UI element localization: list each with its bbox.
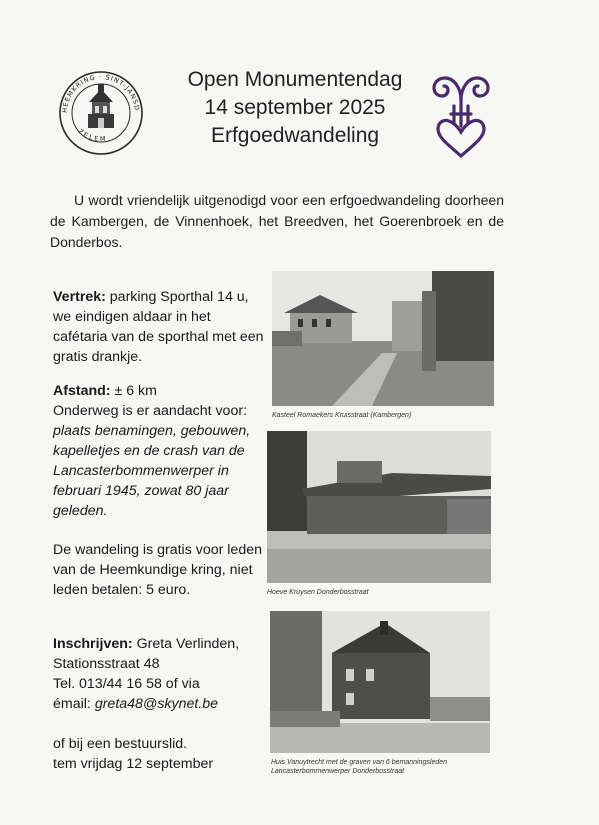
heritage-spiral-heart-icon <box>430 66 492 162</box>
departure-label: Vertrek: <box>53 289 106 305</box>
distance-value: ± 6 km <box>114 383 157 399</box>
distance-section <box>53 381 268 521</box>
alt-line-2: tem vrijdag 12 september <box>53 756 214 772</box>
photo-house <box>270 611 490 753</box>
photo-farmhouse-caption: Hoeve Kruysen Donderbosstraat <box>267 589 369 596</box>
photo-house-caption-line-2: Lancasterbommenwerper Donderbosstraat <box>271 768 405 775</box>
heemkring-seal-logo <box>58 70 144 156</box>
intro-paragraph: U wordt vriendelijk uitgenodigd voor een erfgoedwandeling doorheen de Kambergen, de Vinnenhoek, het Breedven, het Goerenbroek en de Donderbos. <box>50 192 504 250</box>
price-section <box>53 540 268 600</box>
photo-house-caption <box>271 758 501 776</box>
departure-text: parking Sporthal 14 u, we eindigen aldaar in het cafétaria van de sporthal met een gratis drankje. <box>53 289 264 365</box>
departure-section <box>53 287 268 367</box>
alternative-registration <box>53 734 268 774</box>
email-address[interactable]: greta48@skynet.be <box>94 696 219 712</box>
registration-section <box>53 634 268 714</box>
price-text: De wandeling is gratis voor leden van de Heemkundige kring, niet leden betalen: 5 euro. <box>53 542 262 598</box>
alt-line-1: of bij een bestuurslid. <box>53 736 188 752</box>
event-title-block <box>150 66 440 150</box>
email-label: émail: <box>53 696 91 712</box>
registration-name: Greta Verlinden, <box>136 636 240 652</box>
photo-farmhouse <box>267 431 491 583</box>
attention-intro: Onderweg is er aandacht voor: <box>53 403 248 419</box>
svg-text:ZELEM <box>77 127 108 143</box>
registration-label: Inschrijven: <box>53 636 133 652</box>
photo-house-caption-line-1: Huis Vanuytrecht met de graven van 6 bemanningsleden <box>271 759 448 766</box>
seal-bottom-text: ZELEM <box>76 127 108 144</box>
event-date: 14 september 2025 <box>204 96 386 119</box>
photo-castle-caption: Kasteel Romaekers Kruisstraat (Kambergen) <box>272 412 412 419</box>
event-subtitle: Erfgoedwandeling <box>210 124 380 147</box>
registration-address: Stationsstraat 48 <box>53 656 160 672</box>
registration-phone: Tel. 013/44 16 58 of via <box>53 676 200 692</box>
distance-label: Afstand: <box>53 383 111 399</box>
attention-items: plaats benamingen, gebouwen, kapelletjes en de crash van de Lancasterbommenwerper in februari 1945, zowat 80 jaar geleden. <box>53 423 251 519</box>
photo-castle <box>272 271 494 406</box>
seal-top-text: HEEMKRING · SINT-JANSD <box>60 72 142 114</box>
event-title: Open Monumentendag <box>187 68 403 91</box>
